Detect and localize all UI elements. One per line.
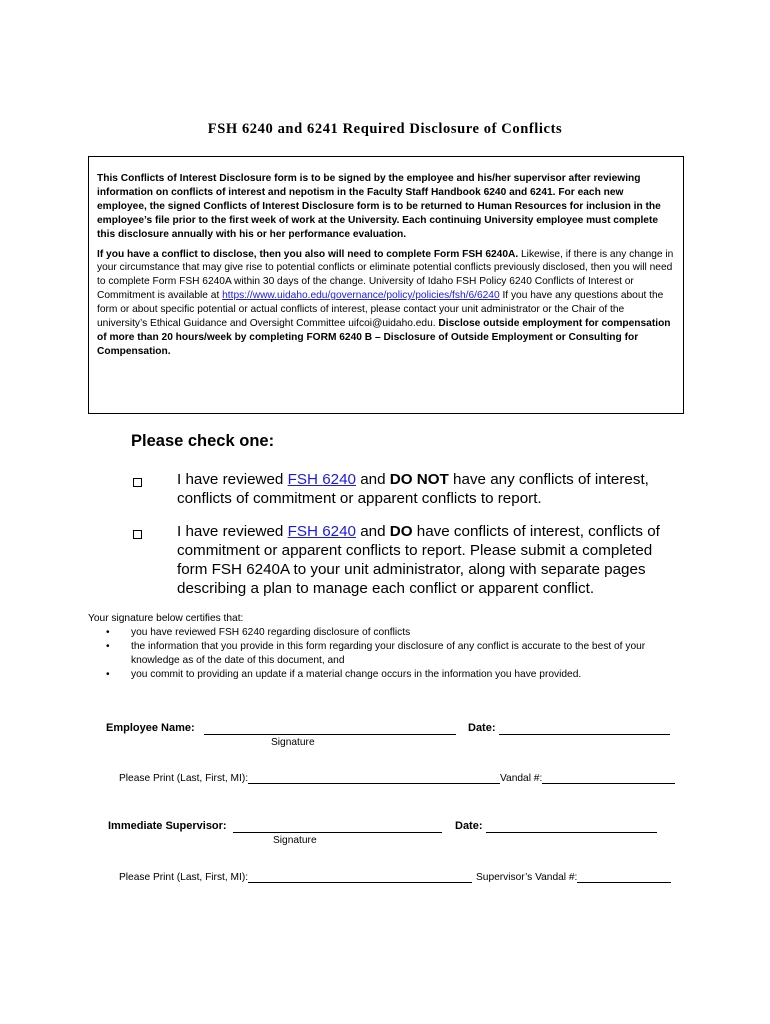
option2-fsh-link[interactable]: FSH 6240: [287, 523, 356, 540]
employee-print-line[interactable]: [248, 773, 500, 784]
supervisor-date-label: Date:: [455, 820, 483, 832]
employee-name-label: Employee Name:: [106, 722, 195, 734]
option1-bold: DO NOT: [389, 471, 449, 488]
conflict-bold-end: Disclose outside employment for compensation of more than 20 hours/week by completing FORM 6240 B – Disclosure of Outside Employment or Consulting for Compensation.: [97, 318, 671, 357]
employee-date-line[interactable]: [499, 724, 670, 735]
option1-post: have any conflicts of interest, conflicts of commitment or apparent conflicts to report.: [177, 471, 649, 507]
certification-bullet: • the information that you provide in this form regarding your disclosure of any conflict is accurate to the best of your knowledge as of the date of this document, and: [88, 640, 688, 668]
conflict-text-2: If you have any questions about the form or about specific potential or actual conflicts of interest, please contact your unit administrator or the Chair of the university’s Ethical Guidance and Oversight Committee uifcoi@uidaho.edu.: [97, 290, 664, 330]
supervisor-date-line[interactable]: [486, 822, 657, 833]
conflict-text: Likewise, if there is any change in your circumstance that may give rise to potential conflicts or eliminate potential conflicts previously disclosed, then you will need to complete Form FSH 6240A within 30 days of the change. University of Idaho FSH Policy 6240 Conflicts of Interest or Commitment is available at: [97, 248, 674, 302]
option2-pre: I have reviewed: [177, 523, 288, 540]
option-no-conflicts: [177, 470, 677, 508]
certification-bullet: • you commit to providing an update if a material change occurs in the information you have provided.: [88, 668, 688, 682]
conflict-bold-start: If you have a conflict to disclose, then you also will need to complete Form FSH 6240A.: [97, 248, 519, 260]
option-has-conflicts: [177, 522, 677, 598]
employee-print-label: Please Print (Last, First, MI):: [119, 773, 249, 784]
option1-fsh-link[interactable]: FSH 6240: [287, 471, 356, 488]
page-title: FSH 6240 and 6241 Required Disclosure of Conflicts: [207, 121, 563, 137]
intro-paragraph: This Conflicts of Interest Disclosure form is to be signed by the employee and his/her supervisor after reviewing information on conflicts of interest and nepotism in the Faculty Staff Handbook 6240 and 6241. For each new employee, the signed Conflicts of Interest Disclosure form is to be returned to Human Resources for inclusion in the employee’s file prior to the first week of work at the University. Each continuing University employee must complete this disclosure annually with his or her performance evaluation.: [97, 173, 661, 240]
certification-intro: Your signature below certifies that:: [88, 613, 244, 624]
certification-section: [88, 612, 688, 682]
intro-box: [88, 156, 684, 414]
option2-bold: DO: [389, 523, 413, 540]
supervisor-vandal-line[interactable]: [577, 872, 671, 883]
supervisor-label: Immediate Supervisor:: [108, 820, 227, 832]
supervisor-vandal-label: Supervisor’s Vandal #:: [476, 872, 578, 883]
checkbox-no-conflicts[interactable]: [133, 478, 142, 487]
policy-link[interactable]: https://www.uidaho.edu/governance/policy/policies/fsh/6/6240: [222, 290, 500, 302]
option1-pre: I have reviewed: [177, 471, 288, 488]
option1-mid: and: [355, 471, 390, 488]
option2-post: have conflicts of interest, conflicts of commitment or apparent conflicts to report. Please submit a completed form FSH 6240A to your unit administrator, along with separate pages describing a plan to manage each conflict or apparent conflict.: [177, 523, 660, 597]
check-heading: Please check one:: [131, 432, 275, 450]
supervisor-print-line[interactable]: [248, 872, 472, 883]
employee-date-label: Date:: [468, 722, 496, 734]
employee-signature-caption: Signature: [271, 737, 315, 748]
option2-mid: and: [355, 523, 390, 540]
certification-bullet: • you have reviewed FSH 6240 regarding disclosure of conflicts: [88, 626, 688, 640]
certification-list: [88, 626, 688, 682]
conflict-paragraph: [97, 248, 675, 359]
supervisor-signature-caption: Signature: [273, 835, 317, 846]
employee-vandal-line[interactable]: [542, 773, 675, 784]
employee-vandal-label: Vandal #:: [500, 773, 543, 784]
employee-signature-line[interactable]: [204, 724, 456, 735]
checkbox-has-conflicts[interactable]: [133, 530, 142, 539]
supervisor-print-label: Please Print (Last, First, MI):: [119, 872, 249, 883]
supervisor-signature-line[interactable]: [233, 822, 442, 833]
